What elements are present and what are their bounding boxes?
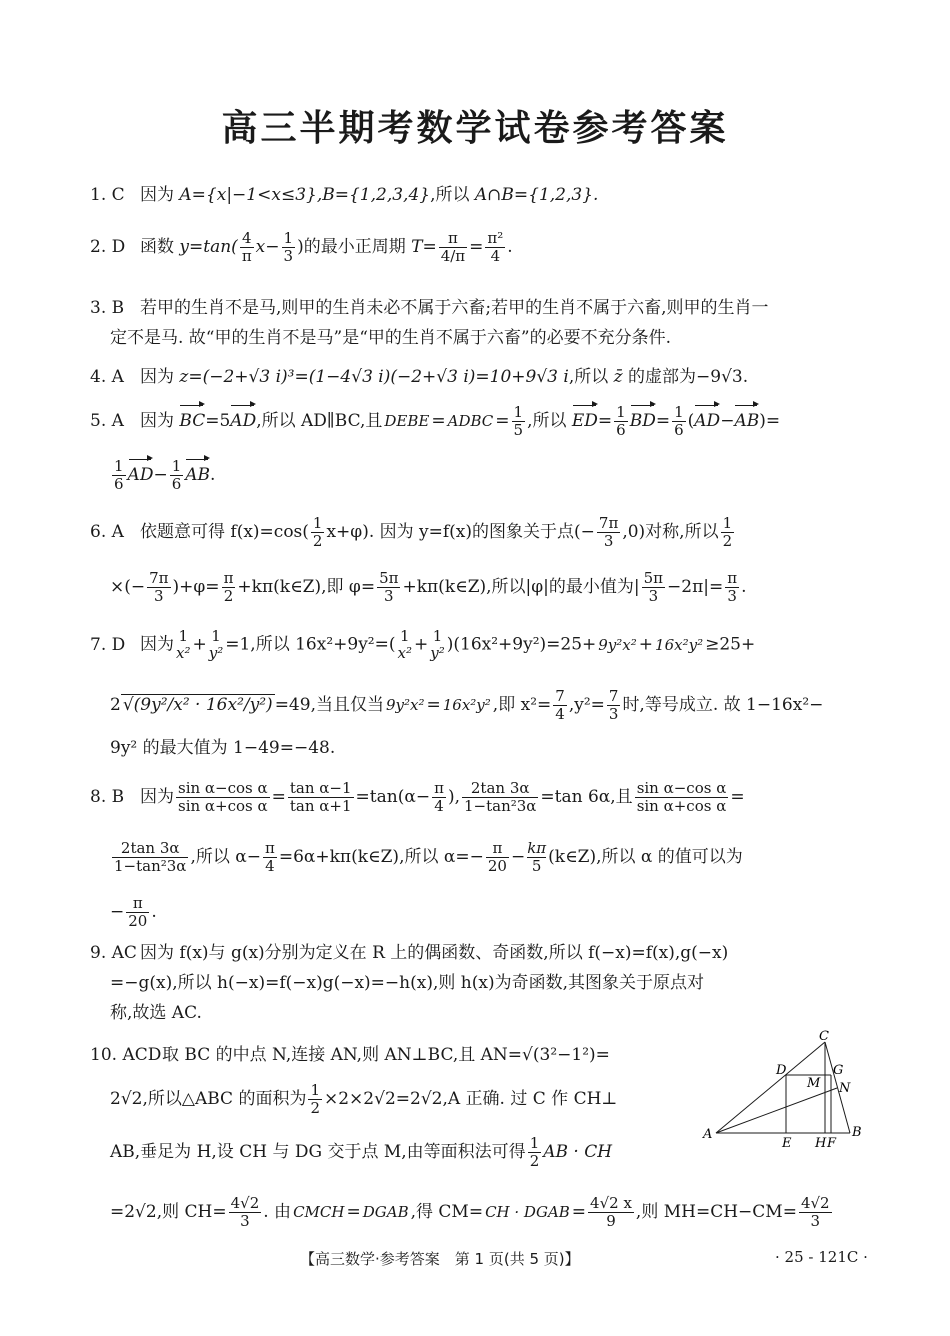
triangle-figure [700,1030,870,1150]
answer-10-line3: AB,垂足为 H,设 CH 与 DG 交于点 M,由等面积法可得 $\frac{1}{2}$ AB · CH [110,1134,613,1170]
answer-4: 4. A 因为 z=(−2+√3 i)³=(1−4√3 i)(−2+√3 i)=10+9√3 i,所以 z̄ 的虚部为−9√3. [90,367,749,387]
label-N: N [839,1081,851,1096]
label-M: M [807,1076,821,1091]
answer-3-line2: 定不是马. 故“甲的生肖不是马”是“甲的生肖不属于六畜”的必要不充分条件. [110,328,671,348]
label-A: A [703,1127,713,1142]
segment-AN [716,1088,837,1133]
answer-9-line2: =−g(x),所以 h(−x)=f(−x)g(−x)=−h(x),则 h(x)为奇函数,其图象关于原点对 [110,973,704,993]
answer-2: 2. D 函数 y=tan( $\frac{4}{\pi}$ x− $\frac{1}{3}$ )的最小正周期 T= $\frac{\pi}{4/\pi}$ = $\frac{\text{π²}}{4}$ . [90,229,513,265]
answer-6: 6. A 依题意可得 f(x)=cos( $\frac{1}{2}$ x+φ). 因为 y=f(x)的图象关于点(− $\frac{7\pi}{3}$ ,0)对称,所以 $\frac{1}{2}$ [90,514,733,550]
fraction: $\frac{\text{π²}}{4}$ [487,229,504,265]
answer-8-line3: − $\frac{\pi}{20}$ . [110,894,157,930]
answer-10: 10. ACD取 BC 的中点 N,连接 AN,则 AN⊥BC,且 AN=√(3²−1²)= [90,1045,610,1065]
answer-3: 3. B 若甲的生肖不是马,则甲的生肖未必不属于六畜;若甲的生肖不属于六畜,则甲的生肖一 [90,298,769,318]
label-G: G [833,1063,844,1078]
label-C: C [819,1030,829,1044]
answer-7-line3: 9y² 的最大值为 1−49=−48. [110,738,336,758]
label-D: D [776,1063,787,1078]
fraction: $\frac{\pi}{4/\pi}$ [440,229,466,265]
page-title: 高三半期考数学试卷参考答案 [221,108,729,149]
answer-10-line4: =2√2,则 CH= $\frac{4√2}{3}$ . 由 CMCH = DGAB ,得 CM= CH · DGAB = $\frac{4√2 x}{9}$ ,则 MH=CH−CM= $\frac{4√2}{3}$ [110,1194,830,1230]
page-footer: 【高三数学·参考答案 第 1 页(共 5 页)】 [300,1250,580,1268]
answer-6-line2: ×(− $\frac{7\pi}{3}$ )+φ= $\frac{\pi}{2}$ +kπ(k∈Z),即 φ= $\frac{5\pi}{3}$ +kπ(k∈Z),所以|φ|的最小值为| $\frac{5\pi}{3}$ −2π|= $\frac{\pi}{3}$ . [110,569,747,605]
paper-code: · 25 - 121C · [775,1248,868,1266]
fraction: $\frac{1}{3}$ [283,229,294,265]
label-F: F [827,1136,837,1150]
answer-7-line2: 2 √(9y²/x² · 16x²/y²) =49,当且仅当 9y²x² = 16x²y² ,即 x²= $\frac{7}{4}$ ,y²= $\frac{7}{3}$ 时,等号成立. 故 1−16x²− [110,687,824,723]
answer-9-line3: 称,故选 AC. [110,1003,202,1023]
answer-1: 1. C 因为 A={x|−1<x≤3},B={1,2,3,4},所以 A∩B={1,2,3}. [90,185,599,205]
answer-5: 5. A 因为 BC=5AD,所以 AD∥BC,且 DEBE = ADBC = $\frac{1}{5}$ ,所以 ED= $\frac{1}{6}$ BD= $\frac{1}{6}$ (AD−AB)= [90,403,781,439]
answer-8-line2: $\frac{2\tan 3\alpha}{\text{1−tan²3α}}$ ,所以 α− $\frac{\pi}{4}$ =6α+kπ(k∈Z),所以 α=− $\frac{\pi}{20}$ − $\frac{k\pi}{5}$ (k∈Z),所以 α 的值可以为 [114,839,743,875]
label-B: B [852,1125,862,1140]
answer-9: 9. AC 因为 f(x)与 g(x)分别为定义在 R 上的偶函数、奇函数,所以 f(−x)=f(x),g(−x) [90,943,729,963]
answer-5-line2: $\frac{1}{6}$ AD− $\frac{1}{6}$ AB. [114,457,216,493]
answer-10-line2: 2√2,所以△ABC 的面积为 $\frac{1}{2}$ ×2×2√2=2√2,A 正确. 过 C 作 CH⊥ [110,1081,618,1117]
label-H: H [815,1136,827,1150]
answer-7: 7. D 因为 1 x² + 1 y² =1,所以 16x²+9y²=( 1 x² + 1 y² )(16x²+9y²)=25+ 9y²x² + 16x²y² ≥25+ [90,627,756,662]
fraction: $\frac{4}{\pi}$ [241,229,252,265]
label-E: E [782,1136,792,1150]
answer-8: 8. B 因为 $\frac{\text{sin α−cos α}}{\text{sin α+cos α}}$ = $\frac{\text{tan α−1}}{\text{tan α+1}}$ =tan(α− $\frac{\pi}{4}$ ), $\frac{2\tan 3\alpha}{\text{1−tan²3α}}$ =tan 6α,且 $\frac{\text{sin α−cos α}}{\text{sin α+cos α}}$ = [90,779,745,815]
